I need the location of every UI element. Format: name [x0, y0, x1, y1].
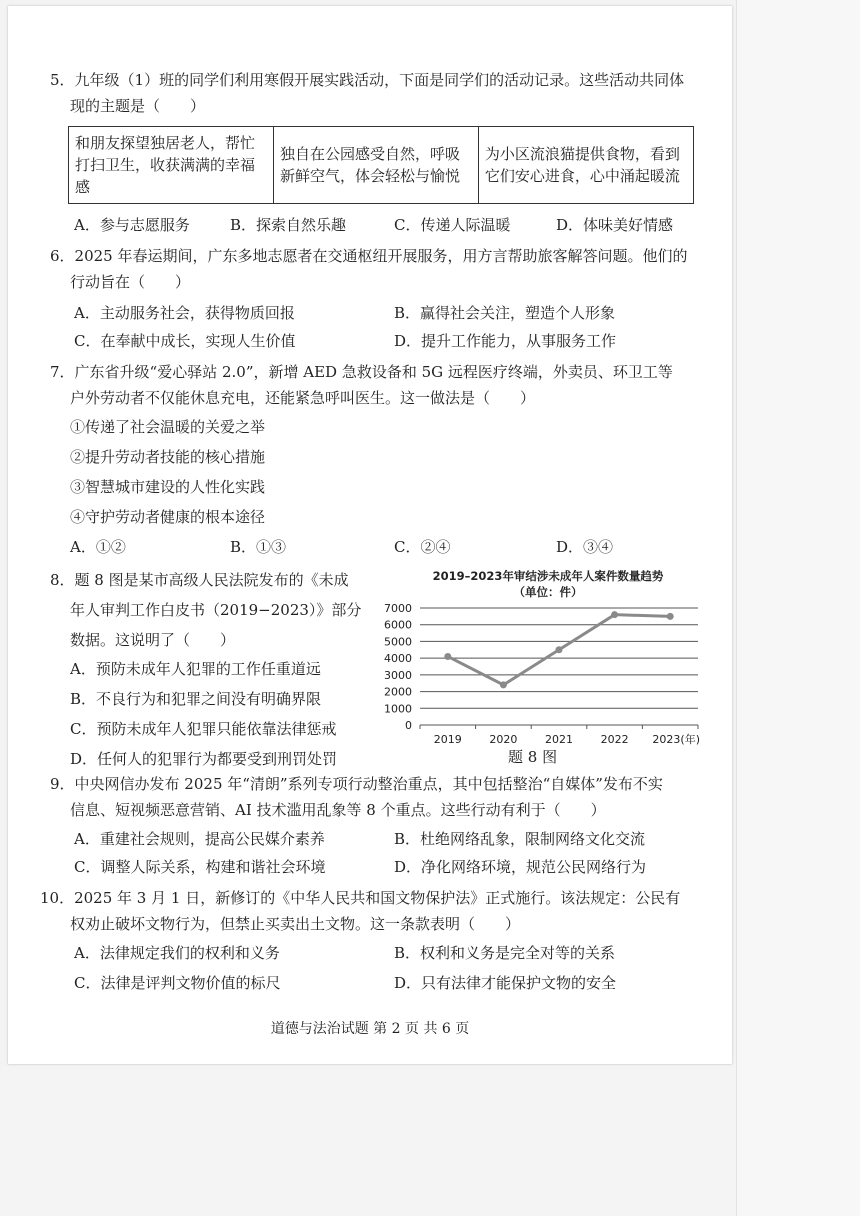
x-tick-label: 2020 — [489, 733, 518, 746]
chart-title: 2019–2023年审结涉未成年人案件数量趋势 — [432, 569, 664, 583]
q8-option-d[interactable]: D．任何人的犯罪行为都要受到刑罚处罚 — [70, 750, 338, 768]
q8-line-chart — [368, 568, 708, 768]
x-tick-label: 2023(年) — [652, 733, 700, 746]
q7-option-c[interactable]: C．②④ — [394, 538, 451, 556]
q5-option-b[interactable]: B．探索自然乐趣 — [230, 216, 347, 234]
q10-stem-line2: 权劝止破坏文物行为，但禁止买卖出土文物。这一条款表明（ ） — [70, 915, 521, 933]
x-tick-label: 2022 — [600, 733, 629, 746]
q9-stem-line2: 信息、短视频恶意营销、AI 技术滥用乱象等 8 个重点。这些行动有利于（ ） — [70, 801, 606, 819]
exam-page — [8, 6, 732, 1064]
q5-cell-3: 为小区流浪猫提供食物，看到它们安心进食，心中涌起暖流 — [478, 127, 693, 204]
y-tick-label: 2000 — [384, 685, 412, 699]
q5-option-d[interactable]: D．体味美好情感 — [556, 216, 674, 234]
q10-option-b[interactable]: B．权利和义务是完全对等的关系 — [394, 944, 616, 962]
q5-option-c[interactable]: C．传递人际温暖 — [394, 216, 511, 234]
q5-option-a[interactable]: A．参与志愿服务 — [74, 216, 190, 234]
q8-figure — [368, 568, 708, 768]
q8-stem-line2: 年人审判工作白皮书（2019−2023）》部分 — [70, 601, 362, 619]
y-tick-label: 6000 — [384, 618, 412, 632]
q6-option-d[interactable]: D．提升工作能力，从事服务工作 — [394, 332, 617, 350]
q6-stem-line2: 行动旨在（ ） — [70, 273, 191, 291]
data-point — [611, 611, 618, 618]
q6-option-a[interactable]: A．主动服务社会，获得物质回报 — [74, 304, 295, 322]
q7-stem-line1: 7．广东省升级“爱心驿站 2.0”，新增 AED 急救设备和 5G 远程医疗终端，外卖员、环卫工等 — [50, 363, 673, 381]
q6-option-c[interactable]: C．在奉献中成长，实现人生价值 — [74, 332, 296, 350]
q10-option-a[interactable]: A．法律规定我们的权利和义务 — [74, 944, 280, 962]
q8-option-a[interactable]: A．预防未成年人犯罪的工作任重道远 — [70, 660, 321, 678]
y-tick-label: 4000 — [384, 652, 412, 666]
q7-option-a[interactable]: A．①② — [70, 538, 126, 556]
q10-option-d[interactable]: D．只有法律才能保护文物的安全 — [394, 974, 617, 992]
q10-option-c[interactable]: C．法律是评判文物价值的标尺 — [74, 974, 281, 992]
q5-activity-table — [68, 126, 694, 204]
chart-subtitle: （单位：件） — [513, 585, 583, 599]
y-tick-label: 1000 — [384, 702, 412, 716]
q5-stem-line1: 5．九年级（1）班的同学们利用寒假开展实践活动，下面是同学们的活动记录。这些活动共同体 — [50, 71, 685, 89]
data-point — [556, 646, 563, 653]
y-tick-label: 7000 — [384, 602, 412, 615]
q5-cell-2: 独自在公园感受自然，呼吸新鲜空气，体会轻松与愉悦 — [273, 127, 478, 204]
q7-item-1: ①传递了社会温暖的关爱之举 — [70, 418, 266, 436]
x-tick-label: 2019 — [433, 733, 462, 746]
q5-cell-1: 和朋友探望独居老人，帮忙打扫卫生，收获满满的幸福感 — [69, 127, 274, 204]
q7-stem-line2: 户外劳动者不仅能休息充电，还能紧急呼叫医生。这一做法是（ ） — [70, 389, 536, 407]
scan-margin-bottom — [0, 1066, 736, 1216]
data-point — [667, 613, 674, 620]
q5-stem-line2: 现的主题是（ ） — [70, 97, 206, 115]
page-footer: 道德与法治试题 第 2 页 共 6 页 — [270, 1021, 470, 1037]
q7-option-b[interactable]: B．①③ — [230, 538, 287, 556]
q7-item-2: ②提升劳动者技能的核心措施 — [70, 448, 266, 466]
data-point — [500, 681, 507, 688]
q10-stem-line1: 10．2025 年 3 月 1 日，新修订的《中华人民共和国文物保护法》正式施行。该法规定：公民有 — [40, 889, 681, 907]
q6-stem-line1: 6．2025 年春运期间，广东多地志愿者在交通枢纽开展服务，用方言帮助旅客解答问题。他们的 — [50, 247, 688, 265]
y-tick-label: 5000 — [384, 635, 412, 649]
scan-margin-right — [736, 0, 860, 1216]
data-point — [444, 653, 451, 660]
q8-stem-line3: 数据。这说明了（ ） — [70, 631, 236, 649]
q9-option-a[interactable]: A．重建社会规则，提高公民媒介素养 — [74, 830, 325, 848]
q8-figure-caption: 题 8 图 — [508, 748, 558, 766]
q9-stem-line1: 9．中央网信办发布 2025 年“清朗”系列专项行动整治重点，其中包括整治“自媒体”发布不实 — [50, 775, 663, 793]
y-tick-label: 0 — [405, 719, 412, 732]
q7-option-d[interactable]: D．③④ — [556, 538, 614, 556]
q6-option-b[interactable]: B．赢得社会关注，塑造个人形象 — [394, 304, 616, 322]
x-tick-label: 2021 — [545, 733, 573, 746]
q8-stem-line1: 8．题 8 图是某市高级人民法院发布的《未成 — [50, 571, 349, 589]
q9-option-b[interactable]: B．杜绝网络乱象，限制网络文化交流 — [394, 830, 646, 848]
q9-option-d[interactable]: D．净化网络环境，规范公民网络行为 — [394, 858, 647, 876]
y-tick-label: 3000 — [384, 668, 412, 682]
q8-option-c[interactable]: C．预防未成年人犯罪只能依靠法律惩戒 — [70, 720, 337, 738]
q8-option-b[interactable]: B．不良行为和犯罪之间没有明确界限 — [70, 690, 322, 708]
q9-option-c[interactable]: C．调整人际关系，构建和谐社会环境 — [74, 858, 326, 876]
q7-item-3: ③智慧城市建设的人性化实践 — [70, 478, 266, 496]
q7-item-4: ④守护劳动者健康的根本途径 — [70, 508, 266, 526]
